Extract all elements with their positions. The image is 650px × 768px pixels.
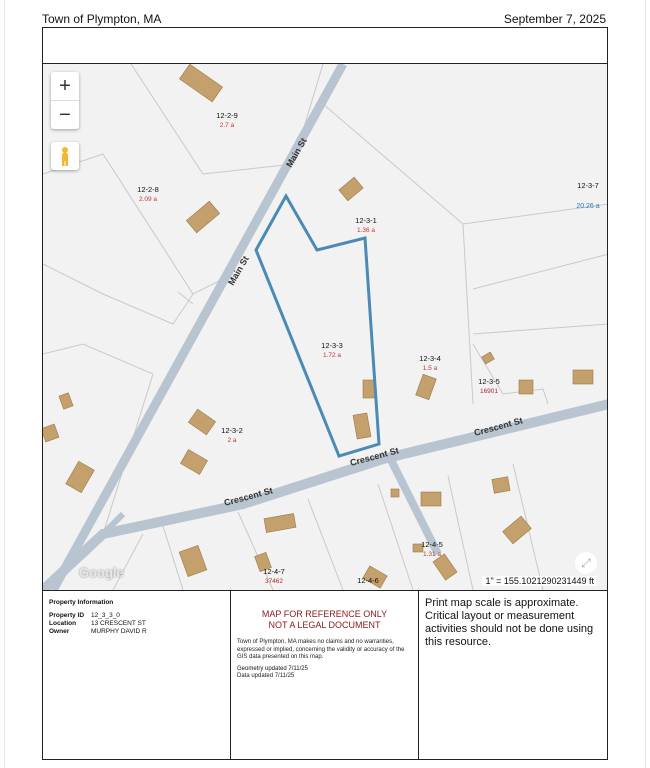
property-info-row — [49, 628, 224, 636]
property-info-row — [49, 620, 224, 628]
owner-value: MURPHY DAVID R — [91, 628, 147, 635]
building — [180, 450, 207, 475]
zoom-in-button[interactable]: + — [59, 75, 71, 97]
parcel-id-label: 12-4-6 — [357, 576, 379, 585]
zoom-out-button[interactable]: − — [59, 104, 71, 126]
property-info-panel — [43, 591, 231, 759]
parcel-id-label: 12-3-5 — [478, 377, 500, 386]
building — [503, 516, 532, 544]
parcel-id-label: 12-3-2 — [221, 426, 243, 435]
building — [363, 380, 375, 398]
zoom-control — [51, 72, 79, 129]
parcel-acreage-label: 20.26 a — [576, 203, 600, 210]
street-view-pegman-icon[interactable] — [51, 142, 79, 170]
reference-title-line1: MAP FOR REFERENCE ONLY — [261, 609, 388, 619]
building — [179, 545, 207, 576]
parcel-acreage-label: 1.72 a — [322, 352, 342, 359]
parcel-acreage-label: 1.5 a — [422, 365, 438, 372]
property-id-label: Property ID — [49, 612, 85, 619]
building — [264, 514, 296, 533]
building — [179, 64, 222, 102]
header-town: Town of Plympton, MA — [42, 12, 162, 26]
parcel-id-label: 12-3-1 — [355, 216, 377, 225]
parcel-acreage-label: 2 a — [227, 437, 237, 444]
map-title-box — [42, 27, 608, 64]
disclaimer-text: Town of Plympton, MA makes no claims and no warranties, expressed or implied, concerning the validity or accuracy of the GIS data presented on this map. — [237, 639, 405, 660]
property-info-row — [49, 612, 224, 620]
building — [492, 477, 510, 494]
scale-note-panel — [419, 591, 607, 759]
parcel-acreage-label: 37462 — [264, 578, 284, 585]
street-label-main-st-1: Main St — [284, 136, 309, 169]
parcel-lines — [43, 64, 608, 590]
buildings — [43, 64, 593, 588]
street-label-main-st-2: Main St — [226, 254, 251, 287]
map-canvas[interactable] — [43, 64, 608, 590]
parcel-id-label: 12-4-7 — [263, 567, 285, 576]
header-date: September 7, 2025 — [503, 12, 606, 26]
building — [519, 380, 533, 394]
reference-panel — [231, 591, 419, 759]
parcel-id-label: 12-2-8 — [137, 185, 159, 194]
street-label-crescent-st-3: Crescent St — [222, 485, 274, 508]
parcel-acreage-label: 1.36 a — [356, 227, 376, 234]
location-label: Location — [49, 620, 77, 627]
street-label-crescent-st-1: Crescent St — [348, 445, 400, 468]
parcel-acreage-label: 1.31 a — [422, 551, 442, 558]
reference-title-line2: NOT A LEGAL DOCUMENT — [268, 620, 381, 630]
parcel-id-label: 12-2-9 — [216, 111, 238, 120]
google-logo: Google — [79, 565, 124, 580]
expand-icon[interactable]: ⤢ — [575, 552, 597, 574]
building — [66, 461, 95, 493]
property-id-value: 12_3_3_0 — [91, 612, 120, 619]
building — [573, 370, 593, 384]
owner-label: Owner — [49, 628, 70, 635]
scale-note: Print map scale is approximate. Critical layout or measurement activities should not be done using this resource. — [425, 597, 594, 648]
parcel-acreage-label: 16901 — [479, 388, 499, 395]
building — [421, 492, 441, 506]
building — [188, 409, 215, 435]
building — [59, 393, 73, 410]
roads — [43, 64, 608, 590]
map-scale: 1" = 155.1021290231449 ft — [482, 576, 597, 586]
parcel-acreage-label: 2.09 a — [138, 196, 158, 203]
building — [186, 201, 219, 233]
map-view[interactable] — [42, 64, 608, 590]
property-info-title: Property Information — [49, 599, 114, 606]
parcel-id-label: 12-3-4 — [419, 354, 441, 363]
parcel-acreage-label: 2.7 a — [219, 122, 235, 129]
reference-title — [237, 609, 412, 631]
location-value: 13 CRESCENT ST — [91, 620, 146, 627]
building — [43, 424, 59, 442]
building — [339, 177, 363, 201]
data-updated: Data updated 7/11/25 — [237, 673, 295, 679]
parcel-id-label: 12-4-5 — [421, 540, 443, 549]
parcel-id-label: 12-3-3 — [321, 341, 343, 350]
street-label-crescent-st-2: Crescent St — [472, 415, 524, 438]
building — [416, 374, 437, 399]
parcel-id-label: 12-3-7 — [577, 181, 599, 190]
footer-panel — [42, 590, 608, 760]
building — [391, 489, 399, 497]
building — [353, 413, 371, 439]
geometry-updated: Geometry updated 7/11/25 — [237, 665, 308, 672]
